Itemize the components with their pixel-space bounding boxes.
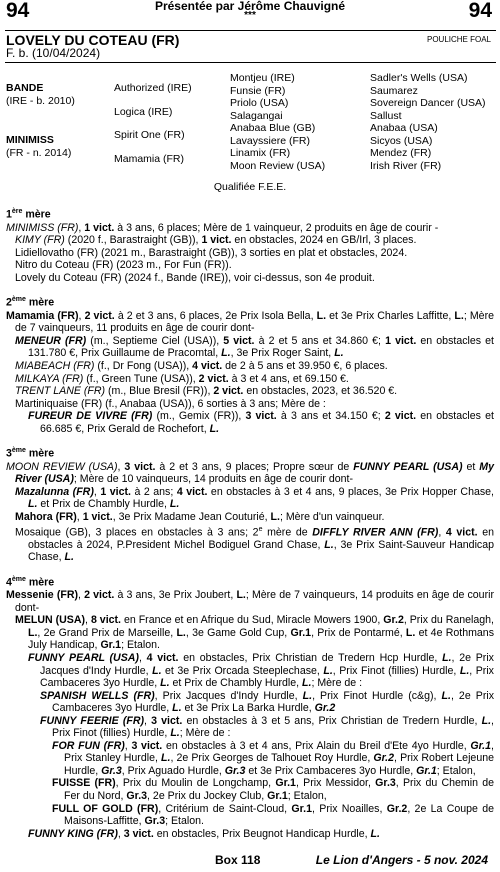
dam-line-1 xyxy=(6,205,494,284)
dam-line-4 xyxy=(6,573,494,840)
pedigree-table xyxy=(0,72,500,182)
gen3-2: Priolo (USA) xyxy=(230,97,289,109)
produce-record: SPANISH WELLS (FR), Prix Jacques d'Indy Hurdle, L., Prix Finot Hurdle (c&g), L., 2e Prix Cambaceres 3yo Hurdle, L. et 3e Prix La Barka Hurdle, Gr.2 xyxy=(40,689,495,715)
box-number: Box 118 xyxy=(215,853,261,867)
produce-record: MINIMISS (FR), 1 vict. à 3 ans, 6 places; Mère de 1 vainqueur, 2 produits en âge de courir - xyxy=(6,221,439,234)
grandsire: Authorized (IRE) xyxy=(114,82,192,94)
gen4-3: Sallust xyxy=(370,109,402,122)
qualification: Qualifiée F.E.E. xyxy=(213,181,287,193)
produce-record: Mosaique (GB), 3 places en obstacles à 3 ans; 2e mère de DIFFLY RIVER ANN (FR), 4 vict. en obstacles à 2024, P.President Michel Bodiguel Grand Chase, L., 3e Prix Saint-Sauveur Handicap Chase, L. xyxy=(15,525,495,564)
produce-record: MELUN (USA), 8 vict. en France et en Afrique du Sud, Miracle Mowers 1900, Gr.2, Prix du Ranelagh, L., 2e Grand Prix de Marseille, L., 3e Game Gold Cup, Gr.1, Prix de Pontarmé, L. et 4e Rothmans July Handicap, Gr.1; Etalon. xyxy=(15,614,494,652)
produce-record: FUNNY PEARL (USA), 4 vict. en obstacles, Prix Christian de Tredern Hcp Hurdle, L., 2e Prix Jacques d'Indy Hurdle, L. et 3e Prix Orcada Steeplechase, L., Prix Finot (fillies) Hurdle, L., Prix Cambaceres 3yo Hurdle, L. et Prix de Chambly Hurdle, L.; Mère de : xyxy=(28,651,494,690)
gen3-1: Funsie (FR) xyxy=(230,84,286,97)
gen4-6: Mendez (FR) xyxy=(370,147,432,159)
lot-number-left: 94 xyxy=(6,0,30,22)
dam-line-2 xyxy=(6,293,494,435)
section-heading: 4ème mère xyxy=(6,575,55,589)
section-heading: 3ème mère xyxy=(6,447,55,460)
produce-record: Lovely du Coteau (FR) (2024 f., Bande (IRE)), voir ci-dessus, son 4e produit. xyxy=(15,271,375,284)
produce-record: FULL OF GOLD (FR), Critérium de Saint-Cloud, Gr.1, Prix Noailles, Gr.2, 2e La Coupe de Maisons-Laffitte, Gr.3; Etalon. xyxy=(52,802,494,828)
produce-record: MENEUR (FR) (m., Septieme Ciel (USA)), 5 vict. à 2 et 5 ans et 34.860 €; 1 vict. en obstacles et 131.780 €, Prix Guillaume de Pracomtal, L., 3e Prix Roger Saint, L. xyxy=(15,334,494,360)
gen4-1: Saumarez xyxy=(370,84,418,97)
dam-info: (FR - n. 2014) xyxy=(6,147,72,159)
catalogue-body xyxy=(6,205,494,849)
produce-record: TRENT LANE (FR) (m., Blue Bresil (FR)), 2 vict. en obstacles, 2023, et 36.520 €. xyxy=(15,385,398,398)
damdam: Mamamia (FR) xyxy=(114,153,184,165)
section-heading: 1ère mère xyxy=(6,208,51,221)
produce-record: MILKAYA (FR) (f., Green Tune (USA)), 2 vict. à 3 et 4 ans, et 69.150 €. xyxy=(15,372,349,385)
granddam: Logica (IRE) xyxy=(114,106,173,118)
header xyxy=(0,0,500,30)
produce-record: Mahora (FR), 1 vict., 3e Prix Madame Jean Couturié, L.; Mère d'un vainqueur. xyxy=(15,510,385,523)
gen4-5: Sicyos (USA) xyxy=(370,134,433,147)
produce-record: Martiniquaise (FR) (f., Anabaa (USA)), 6 sorties à 3 ans; Mère de : xyxy=(15,397,326,410)
presenter: Présentée par Jérôme Chauvigné xyxy=(154,0,346,13)
gen4-4: Anabaa (USA) xyxy=(370,122,438,134)
sire-info: (IRE - b. 2010) xyxy=(6,95,75,107)
horse-birth: F. b. (10/04/2024) xyxy=(6,46,101,60)
produce-record: MIABEACH (FR) (f., Dr Fong (USA)), 4 vict. de 2 à 5 ans et 39.950 €, 6 places. xyxy=(15,359,388,372)
rating-stars: *** xyxy=(244,10,256,21)
produce-record: FUNNY FEERIE (FR), 3 vict. en obstacles à 3 et 5 ans, Prix Christian de Tredern Hurdle, L., Prix Finot (fillies) Hurdle, L.; Mère de : xyxy=(40,714,494,740)
gen3-3: Salagangai xyxy=(230,109,283,122)
sale-location-date: Le Lion d'Angers - 5 nov. 2024 xyxy=(315,853,488,867)
gen4-2: Sovereign Dancer (USA) xyxy=(370,97,486,109)
produce-record: FUREUR DE VIVRE (FR) (m., Gemix (FR)), 3 vict. à 3 ans et 34.150 €; 2 vict. en obstacles et 66.685 €, Prix Gerald de Rochefort, L. xyxy=(28,410,494,435)
produce-record: Messenie (FR), 2 vict. à 3 ans, 3e Prix Joubert, L.; Mère de 7 vainqueurs, 14 produits en âge de courir dont- xyxy=(6,589,494,614)
section-heading: 2ème mère xyxy=(6,296,55,309)
produce-record: MOON REVIEW (USA), 3 vict. à 2 et 3 ans, 9 places; Propre sœur de FUNNY PEARL (USA) et My River (USA); Mère de 10 vainqueurs, 14 produits en âge de courir dont- xyxy=(6,460,494,486)
gen3-5: Lavayssiere (FR) xyxy=(230,134,310,147)
horse-name: LOVELY DU COTEAU (FR) xyxy=(6,32,180,48)
gen3-0: Montjeu (IRE) xyxy=(230,72,295,84)
produce-record: KIMY (FR) (2020 f., Barastraight (GB)), 1 vict. en obstacles, 2024 en GB/Irl, 3 places. xyxy=(15,234,417,247)
sire-name: BANDE xyxy=(6,82,44,94)
produce-record: FOR FUN (FR), 3 vict. en obstacles à 3 et 4 ans, Prix Alain du Breil d'Ete 4yo Hurdle, Gr.1, Prix Stanley Hurdle, L., 2e Prix Georges de Talhouet Roy Hurdle, Gr.2, Prix Robert Lejeune Hurdle, Gr.3, Prix Aguado Hurdle, Gr.3 et 3e Prix Cambaceres 3yo Hurdle, Gr.1; Etalon, xyxy=(52,739,494,777)
lot-number-right: 94 xyxy=(468,0,492,22)
divider xyxy=(5,62,496,63)
gen3-4: Anabaa Blue (GB) xyxy=(230,122,316,134)
dam-line-3 xyxy=(6,444,494,563)
gen3-6: Linamix (FR) xyxy=(230,147,291,159)
produce-record: Nitro du Coteau (FR) (2023 m., For Fun (FR)). xyxy=(15,259,232,272)
produce-record: Lidiellovatho (FR) (2021 m., Barastraight (GB)), 3 sorties en plat et obstacles, 2024. xyxy=(15,246,408,259)
produce-record: Mazalunna (FR), 1 vict. à 2 ans; 4 vict. en obstacles à 3 et 4 ans, 9 places, 3e Prix Hopper Chase, L. et Prix de Chambly Hurdle, L. xyxy=(15,485,494,511)
gen4-0: Sadler's Wells (USA) xyxy=(370,72,468,84)
divider xyxy=(5,30,496,31)
gen3-7: Moon Review (USA) xyxy=(230,159,326,172)
gen4-7: Irish River (FR) xyxy=(370,159,442,172)
produce-record: FUNNY KING (FR), 3 vict. en obstacles, Prix Beugnot Handicap Hurdle, L. xyxy=(28,827,380,840)
dam-name: MINIMISS xyxy=(6,134,54,146)
horse-type: POULICHE FOAL xyxy=(426,35,491,44)
damsire: Spirit One (FR) xyxy=(114,129,185,141)
produce-record: Mamamia (FR), 2 vict. à 2 et 3 ans, 6 places, 2e Prix Isola Bella, L. et 3e Prix Charles Laffitte, L.; Mère de 7 vainqueurs, 11 produits en âge de courir dont- xyxy=(6,309,494,335)
produce-record: FUISSE (FR), Prix du Moulin de Longchamp, Gr.1, Prix Messidor, Gr.3, Prix du Chemin de Fer du Nord, Gr.3, 2e Prix du Jockey Club, Gr.1; Etalon, xyxy=(52,777,494,802)
